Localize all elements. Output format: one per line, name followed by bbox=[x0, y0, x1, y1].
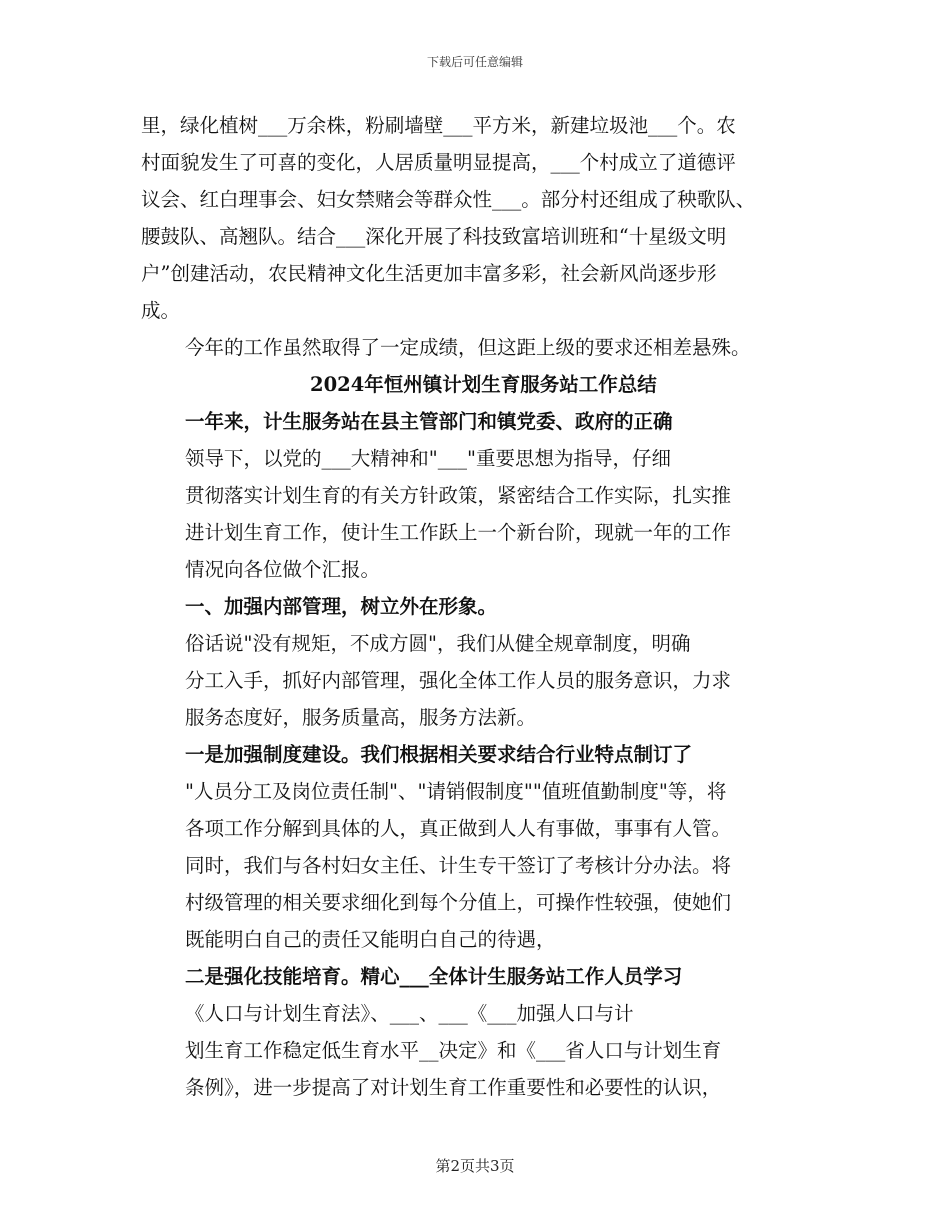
paragraph-line: 成。 bbox=[141, 299, 181, 322]
page-footer: 第2页共3页 bbox=[435, 1157, 515, 1175]
paragraph-line: "人员分工及岗位责任制"、"请销假制度""值班值勤制度"等，将 bbox=[185, 780, 727, 803]
paragraph-line-bold: 一年来，计生服务站在县主管部门和镇党委、政府的正确 bbox=[185, 410, 673, 433]
paragraph-line: 腰鼓队、高翘队。结合___深化开展了科技致富培训班和“十星级文明 bbox=[141, 225, 727, 248]
paragraph-line: 今年的工作虽然取得了一定成绩，但这距上级的要求还相差悬殊。 bbox=[185, 336, 751, 359]
paragraph-line: 俗话说"没有规矩，不成方圆"，我们从健全规章制度，明确 bbox=[185, 632, 691, 655]
paragraph-line: 村级管理的相关要求细化到每个分值上，可操作性较强，使她们 bbox=[185, 891, 732, 914]
paragraph-line: 服务态度好，服务质量高，服务方法新。 bbox=[185, 706, 537, 729]
paragraph-line: 既能明白自己的责任又能明白自己的待遇， bbox=[185, 928, 556, 951]
paragraph-line: 分工入手，抓好内部管理，强化全体工作人员的服务意识，力求 bbox=[185, 669, 732, 692]
paragraph-line: 户”创建活动，农民精神文化生活更加丰富多彩，社会新风尚逐步形 bbox=[141, 262, 717, 285]
paragraph-line: 进计划生育工作，使计生工作跃上一个新台阶，现就一年的工作 bbox=[185, 521, 732, 544]
paragraph-line: 各项工作分解到具体的人，真正做到人人有事做，事事有人管。 bbox=[185, 817, 732, 840]
paragraph-line: 议会、红白理事会、妇女禁赌会等群众性___。部分村还组成了秧歌队、 bbox=[141, 188, 756, 211]
paragraph-line: 条例》，进一步提高了对计划生育工作重要性和必要性的认识， bbox=[185, 1076, 722, 1099]
page-header: 下载后可任意编辑 bbox=[426, 55, 523, 69]
section-heading: 一、加强内部管理，树立外在形象。 bbox=[185, 595, 498, 618]
paragraph-line: 情况向各位做个汇报。 bbox=[185, 558, 381, 581]
paragraph-line: 领导下，以党的___大精神和"___"重要思想为指导，仔细 bbox=[185, 447, 671, 470]
paragraph-line-bold: 一是加强制度建设。我们根据相关要求结合行业特点制订了 bbox=[185, 743, 693, 766]
paragraph-line: 贯彻落实计划生育的有关方针政策，紧密结合工作实际，扎实推 bbox=[185, 484, 732, 507]
document-title: 2024年恒州镇计划生育服务站工作总结 bbox=[310, 373, 657, 396]
paragraph-line: 《人口与计划生育法》、___、___《___加强人口与计 bbox=[185, 1002, 634, 1025]
paragraph-line-bold: 二是强化技能培育。精心___全体计生服务站工作人员学习 bbox=[185, 965, 683, 988]
paragraph-line: 里，绿化植树___万余株，粉刷墙壁___平方米，新建垃圾池___个。农 bbox=[141, 114, 736, 137]
paragraph-line: 划生育工作稳定低生育水平__决定》和《___省人口与计划生育 bbox=[185, 1039, 722, 1062]
paragraph-line: 村面貌发生了可喜的变化，人居质量明显提高，___个村成立了道德评 bbox=[141, 151, 736, 174]
paragraph-line: 同时，我们与各村妇女主任、计生专干签订了考核计分办法。将 bbox=[185, 854, 732, 877]
